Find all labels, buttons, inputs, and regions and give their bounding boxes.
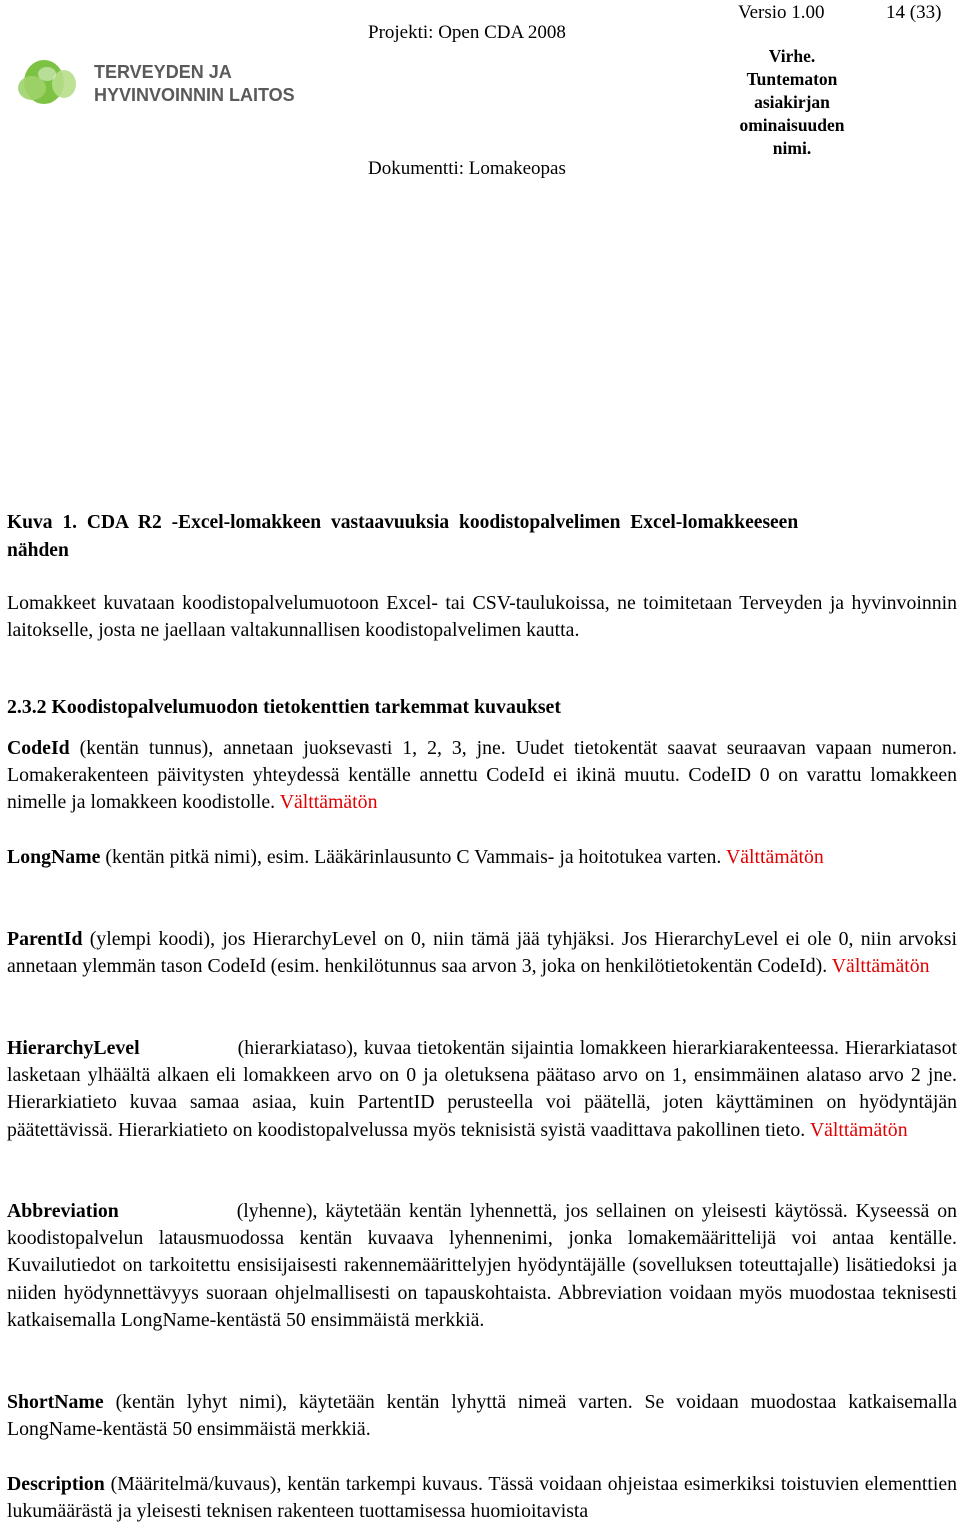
- field-description-longname: [7, 844, 957, 871]
- required-label: Välttämätön: [279, 791, 378, 814]
- required-label: Välttämätön: [831, 955, 930, 978]
- header-document: Dokumentti: Lomakeopas: [368, 158, 566, 179]
- field-description-codeid: [7, 735, 957, 817]
- field-name-shortname: ShortName: [7, 1391, 104, 1413]
- field-text-longname: (kentän pitkä nimi), esim. Lääkärinlausunto C Vammais- ja hoitotukea varten.: [105, 846, 722, 868]
- header-error-line: Tuntematon: [746, 69, 838, 89]
- required-label: Välttämätön: [725, 846, 824, 868]
- header-error-line: ominaisuuden: [739, 115, 845, 135]
- field-text-description: (Määritelmä/kuvaus), kentän tarkempi kuvaus. Tässä voidaan ohjeistaa esimerkiksi toistuvien elementtien lukumäärästä ja yleisesti teknisen rakenteen tuottamisessa huomioitavista: [7, 1473, 957, 1523]
- figure-caption: [7, 509, 957, 564]
- field-text-abbreviation: (lyhenne), käytetään kentän lyhennettä, jos sellainen on yleisesti käytössä. Kyseessä on koodistopalvelun latausmuodossa kentän kuvaava lyhennenimi, jonka lomakemäärittelijä voi antaa kentälle. Kuvailutiedot on tarkoitettu ensisijaisesti rakennemäärittelyjen hyödyntäjälle (sovelluksen toteuttajalle) lisätiedoksi ja niiden hyödynnettävyys suoraan ohjelmallisesti on tapauskohtaista. Abbreviation voidaan myös muodostaa teknisesti katkaisemalla LongName-kentästä 50 ensimmäistä merkkiä.: [7, 1200, 958, 1331]
- logo-text-line2: HYVINVOINNIN LAITOS: [94, 85, 295, 105]
- logo-text-line1: TERVEYDEN JA: [94, 62, 232, 82]
- field-description-parentid: [7, 926, 957, 980]
- field-name-hierarchylevel: HierarchyLevel: [7, 1037, 140, 1059]
- field-name-description: Description: [7, 1473, 105, 1495]
- thl-logo: [14, 54, 324, 112]
- figure-caption-line2: nähden: [7, 539, 69, 561]
- field-text-codeid: (kentän tunnus), annetaan juoksevasti 1, 2, 3, jne. Uudet tietokentät saavat seuraavan vapaan numeron. Lomakerakenteen päivitysten yhteydessä kentälle annettu CodeId ei ikinä muutu. CodeID 0 on varattu lomakkeen nimelle ja lomakkeen koodistolle.: [7, 737, 957, 814]
- header-error-line: asiakirjan: [754, 92, 830, 112]
- header-error-field: [714, 45, 870, 160]
- intro-paragraph: Lomakkeet kuvataan koodistopalvelumuotoon Excel- tai CSV-taulukoissa, ne toimitetaan Terveyden ja hyvinvoinnin laitokselle, josta ne jaellaan valtakunnallisen koodistopalvelimen kautta.: [7, 592, 957, 642]
- field-name-longname: LongName: [7, 846, 101, 868]
- header-error-line: nimi.: [772, 138, 812, 158]
- section-heading: 2.3.2 Koodistopalvelumuodon tietokenttien tarkemmat kuvaukset: [7, 696, 561, 718]
- field-name-codeid: CodeId: [7, 737, 70, 759]
- field-text-parentid: (ylempi koodi), jos HierarchyLevel on 0, niin tämä jää tyhjäksi. Jos HierarchyLevel ei ole 0, niin arvoksi annetaan ylemmän tason CodeId (esim. henkilötunnus saa arvon 3, joka on henkilötietokentän CodeId).: [7, 928, 957, 978]
- field-text-shortname: (kentän lyhyt nimi), käytetään kentän lyhyttä nimeä varten. Se voidaan muodostaa katkaisemalla LongName-kentästä 50 ensimmäistä merkkiä.: [7, 1391, 957, 1441]
- field-text-hierarchylevel: (hierarkiataso), kuvaa tietokentän sijaintia lomakkeen hierarkiarakenteessa. Hierarkiatasot lasketaan ylhäältä alkaen eli lomakkeen arvo on 0 ja oletuksena päätaso arvo on 1, ensimmäinen alataso arvo 2 jne. Hierarkiatieto kuvaa samaa asiaa, kuin PartentID perusteella voi päätellä, joten käyttäminen on hyödyntäjän päätettävissä. Hierarkiatieto on koodistopalvelussa myös teknisistä syistä vaadittava pakollinen tieto.: [7, 1037, 957, 1141]
- header-version: Versio 1.00: [738, 2, 825, 23]
- header-page-number: 14 (33): [886, 2, 942, 23]
- header-error-line: Virhe.: [768, 46, 816, 66]
- field-description-shortname: [7, 1389, 957, 1443]
- required-label: Välttämätön: [809, 1118, 908, 1141]
- field-description-hierarchylevel: [7, 1035, 957, 1144]
- logo-highlight: [38, 67, 56, 81]
- field-name-abbreviation: Abbreviation: [7, 1200, 119, 1222]
- thl-logo-graphic: [14, 54, 324, 112]
- field-description-abbreviation: [7, 1198, 957, 1334]
- header-project: Projekti: Open CDA 2008: [368, 22, 566, 43]
- field-name-parentid: ParentId: [7, 928, 83, 950]
- figure-caption-line1: Kuva 1. CDA R2 -Excel-lomakkeen vastaavuuksia koodistopalvelimen Excel-lomakkeeseen: [7, 512, 799, 533]
- field-description-description: [7, 1471, 957, 1525]
